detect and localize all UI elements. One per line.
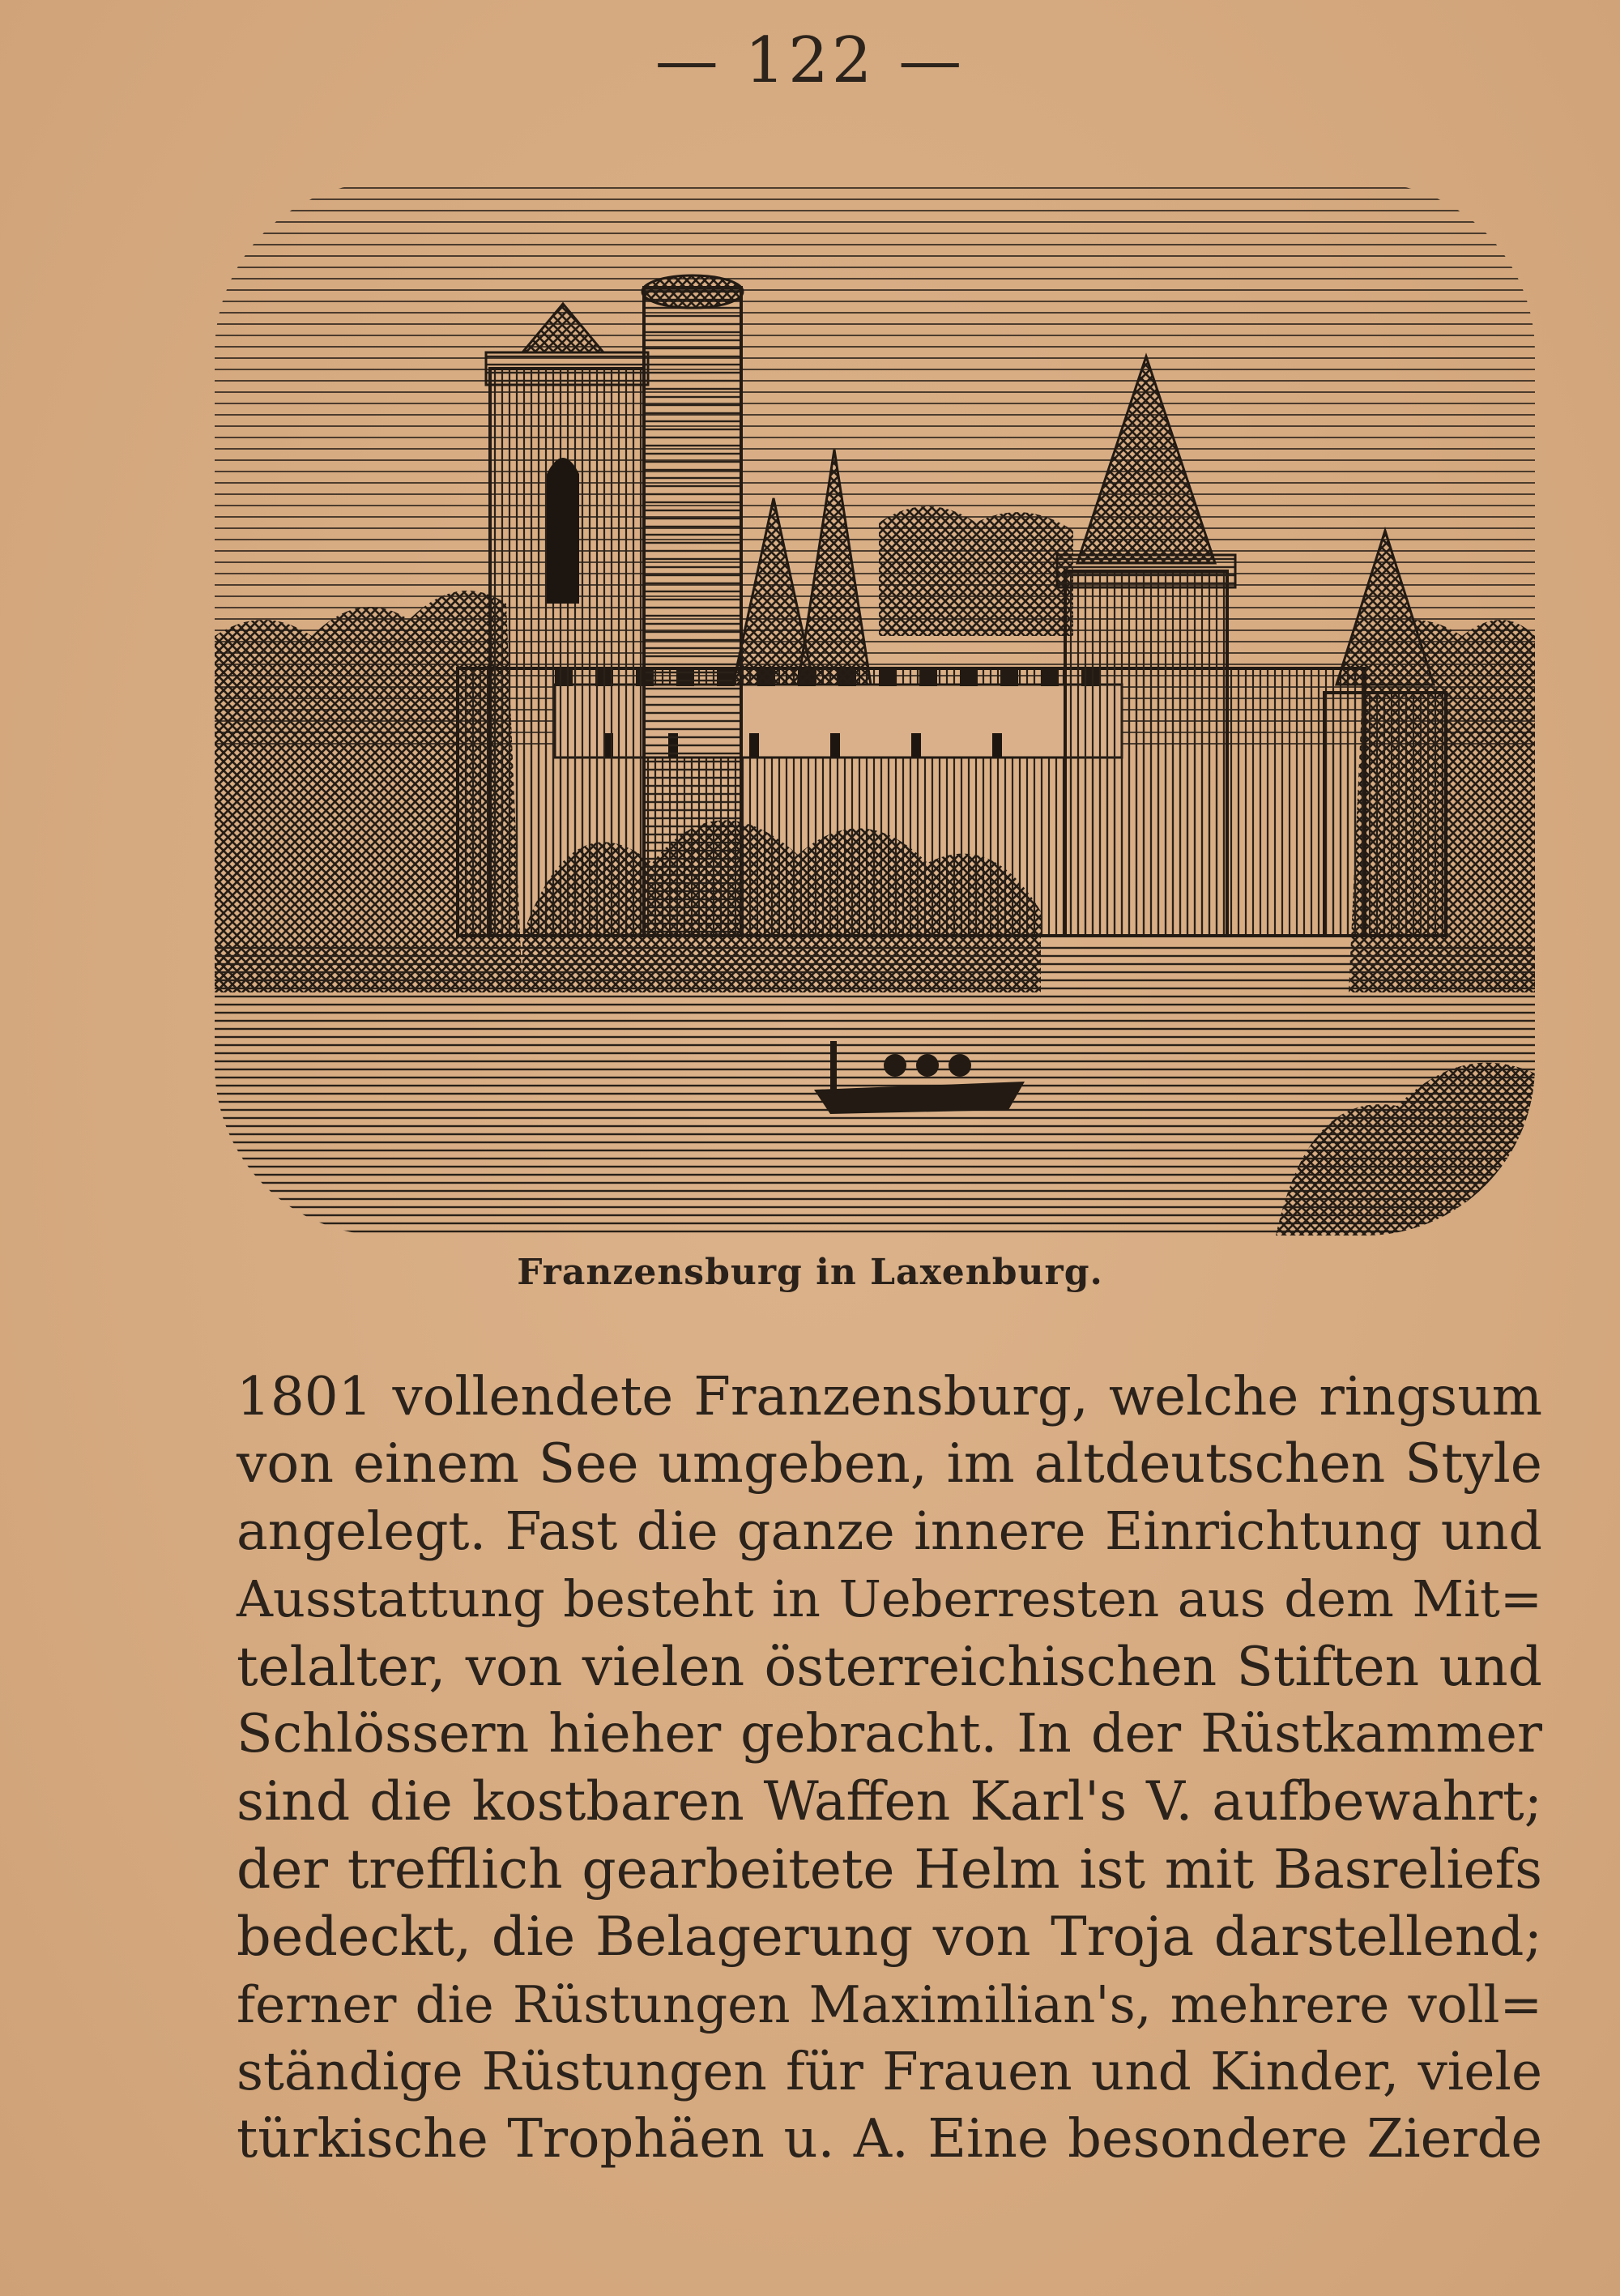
header-dash-right: —	[898, 24, 966, 97]
text-line: Schlössern hieher gebracht. In der Rüstkammer	[237, 1704, 1542, 1765]
text-line: türkische Trophäen u. A. Eine besondere Zierde	[237, 2108, 1542, 2170]
right-tower	[1065, 571, 1227, 936]
text-line: bedeckt, die Belagerung von Troja darstellend;	[237, 1905, 1542, 1969]
text-line: von einem See umgeben, im altdeutschen Style	[237, 1432, 1542, 1496]
castle-engraving	[215, 182, 1535, 1235]
text-line: ständige Rüstungen für Frauen und Kinder, viele	[237, 2042, 1542, 2103]
figure-caption: Franzensburg in Laxenburg.	[517, 1252, 1103, 1293]
body-text	[237, 1363, 1542, 2174]
text-line: 1801 vollendete Franzensburg, welche ringsum	[237, 1365, 1542, 1428]
text-line: ferner die Rüstungen Maximilian's, mehrere voll=	[237, 1974, 1542, 2034]
text-line: telalter, von vielen österreichischen Stiften und	[237, 1635, 1542, 1698]
text-line: Ausstattung besteht in Ueberresten aus dem Mit=	[237, 1569, 1542, 1629]
text-line: sind die kostbaren Waffen Karl's V. aufbewahrt;	[237, 1770, 1542, 1833]
header-dash-left: —	[654, 24, 722, 97]
text-line: der trefflich gearbeitete Helm ist mit Basreliefs	[237, 1837, 1542, 1901]
page-header	[0, 24, 1620, 97]
text-line: angelegt. Fast die ganze innere Einrichtung und	[237, 1500, 1542, 1562]
page-number: 122	[744, 24, 876, 97]
